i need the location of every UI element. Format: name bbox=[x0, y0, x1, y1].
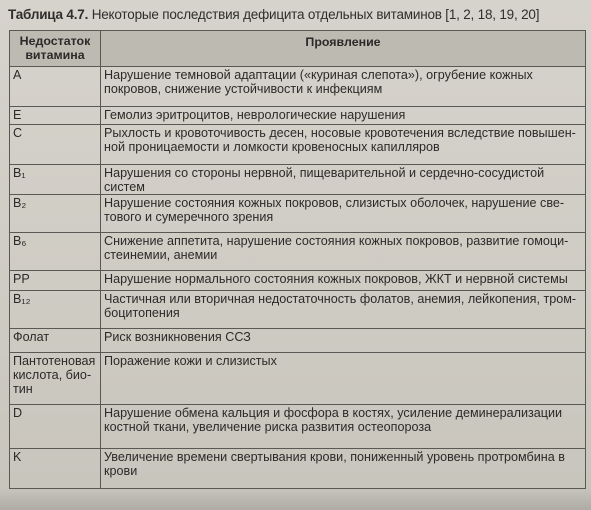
vitamin-cell: B₂ bbox=[10, 195, 101, 233]
manifestation-cell: Гемолиз эритроцитов, неврологические нарушения bbox=[101, 107, 586, 125]
table-header-row bbox=[10, 31, 586, 67]
table-row bbox=[10, 353, 586, 405]
manifestation-cell: Частичная или вторичная недостаточность фолатов, анемия, лейкопения, тром- боцитопения bbox=[101, 291, 586, 329]
manifestation-cell: Рыхлость и кровоточивость десен, носовые кровотечения вследствие повышен- ной проницаемости и ломкости кровеносных капилляров bbox=[101, 125, 586, 165]
vitamin-cell: B₆ bbox=[10, 233, 101, 271]
column-header-vitamin: Недостаток витамина bbox=[10, 31, 101, 67]
vitamin-cell: PP bbox=[10, 271, 101, 291]
vitamin-cell: A bbox=[10, 67, 101, 107]
vitamin-cell: Пантотеновая кислота, био- тин bbox=[10, 353, 101, 405]
manifestation-cell: Нарушение обмена кальция и фосфора в костях, усиление деминерализации костной ткани, увеличение риска развития остеопороза bbox=[101, 405, 586, 449]
manifestation-cell: Нарушение нормального состояния кожных покровов, ЖКТ и нервной системы bbox=[101, 271, 586, 291]
vitamin-cell: C bbox=[10, 125, 101, 165]
manifestation-cell: Снижение аппетита, нарушение состояния кожных покровов, развитие гомоци- стеинемии, анемии bbox=[101, 233, 586, 271]
vitamin-cell: D bbox=[10, 405, 101, 449]
manifestation-cell: Нарушение темновой адаптации («куриная слепота»), огрубение кожных покровов, снижение устойчивости к инфекциям bbox=[101, 67, 586, 107]
vitamin-cell: K bbox=[10, 449, 101, 489]
table-row bbox=[10, 271, 586, 291]
table-row bbox=[10, 405, 586, 449]
table-row bbox=[10, 195, 586, 233]
column-header-manifestation: Проявление bbox=[101, 31, 586, 67]
table-row bbox=[10, 233, 586, 271]
table-row bbox=[10, 107, 586, 125]
table-row bbox=[10, 125, 586, 165]
table-row bbox=[10, 291, 586, 329]
vitamin-cell: Фолат bbox=[10, 329, 101, 353]
manifestation-cell: Нарушения со стороны нервной, пищеварительной и сердечно-сосудистой систем bbox=[101, 165, 586, 195]
vitamin-cell: E bbox=[10, 107, 101, 125]
vitamin-deficiency-table bbox=[9, 30, 586, 489]
manifestation-cell: Риск возникновения ССЗ bbox=[101, 329, 586, 353]
vitamin-cell: B₁₂ bbox=[10, 291, 101, 329]
table-row bbox=[10, 165, 586, 195]
table-caption-text: Некоторые последствия дефицита отдельных витаминов [1, 2, 18, 19, 20] bbox=[91, 7, 540, 22]
table-caption bbox=[8, 7, 539, 22]
manifestation-cell: Поражение кожи и слизистых bbox=[101, 353, 586, 405]
manifestation-cell: Нарушение состояния кожных покровов, слизистых оболочек, нарушение све- тового и сумеречного зрения bbox=[101, 195, 586, 233]
table-row bbox=[10, 449, 586, 489]
page-bottom-shadow bbox=[0, 488, 591, 510]
table-caption-label: Таблица 4.7. bbox=[8, 7, 89, 22]
manifestation-cell: Увеличение времени свертывания крови, пониженный уровень протромбина в крови bbox=[101, 449, 586, 489]
vitamin-cell: B₁ bbox=[10, 165, 101, 195]
table-row bbox=[10, 67, 586, 107]
table-row bbox=[10, 329, 586, 353]
